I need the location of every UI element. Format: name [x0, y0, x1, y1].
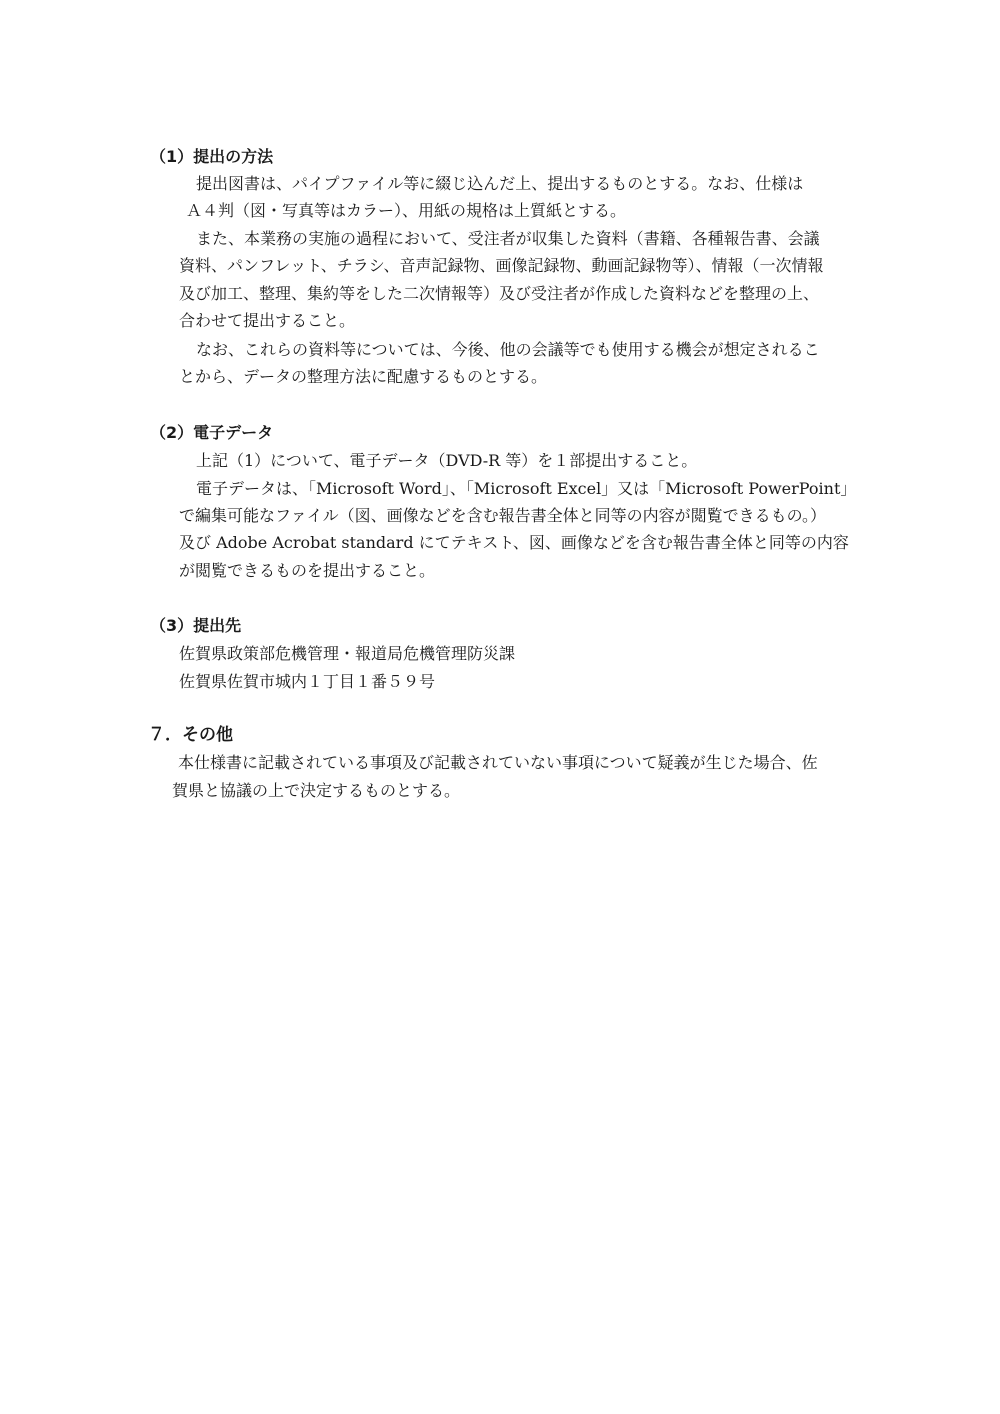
paragraph-line: 本仕様書に記載されている事項及び記載されていない事項について疑義が生じた場合、佐 — [178, 753, 818, 772]
section-heading-submission-destination: （3）提出先 — [150, 616, 242, 635]
paragraph-line: 佐賀県佐賀市城内１丁目１番５９号 — [179, 672, 436, 691]
paragraph-line: 合わせて提出すること。 — [179, 311, 356, 330]
section-heading-submission-method: （1）提出の方法 — [150, 147, 274, 166]
paragraph-line: なお、これらの資料等については、今後、他の会議等でも使用する機会が想定されるこ — [196, 340, 820, 359]
section-heading-electronic-data: （2）電子データ — [150, 423, 274, 442]
paragraph-line: Ａ４判（図・写真等はカラー）、用紙の規格は上質紙とする。 — [186, 201, 627, 220]
paragraph-line: 及び加工、整理、集約等をした二次情報等）及び受注者が作成した資料などを整理の上、 — [179, 284, 820, 303]
paragraph-line: 佐賀県政策部危機管理・報道局危機管理防災課 — [179, 644, 516, 663]
paragraph-line: 賀県と協議の上で決定するものとする。 — [172, 781, 461, 800]
section-heading-other: ７．その他 — [148, 725, 233, 745]
paragraph-line: 電子データは、「Microsoft Word」、「Microsoft Excel」又は「Microsoft PowerPoint」 — [196, 479, 857, 498]
paragraph-line: また、本業務の実施の過程において、受注者が収集した資料（書籍、各種報告書、会議 — [196, 229, 820, 248]
paragraph-line: 上記（1）について、電子データ（DVD-R 等）を１部提出すること。 — [196, 451, 698, 470]
paragraph-line: 及び Adobe Acrobat standard にてテキスト、図、画像などを含む報告書全体と同等の内容 — [179, 533, 849, 552]
paragraph-line: で編集可能なファイル（図、画像などを含む報告書全体と同等の内容が閲覧できるもの。） — [179, 506, 827, 525]
paragraph-line: 資料、パンフレット、チラシ、音声記録物、画像記録物、動画記録物等）、情報（一次情報 — [179, 256, 824, 275]
paragraph-line: とから、データの整理方法に配慮するものとする。 — [179, 367, 548, 386]
paragraph-line: 提出図書は、パイプファイル等に綴じ込んだ上、提出するものとする。なお、仕様は — [196, 174, 804, 193]
paragraph-line: が閲覧できるものを提出すること。 — [179, 561, 436, 580]
